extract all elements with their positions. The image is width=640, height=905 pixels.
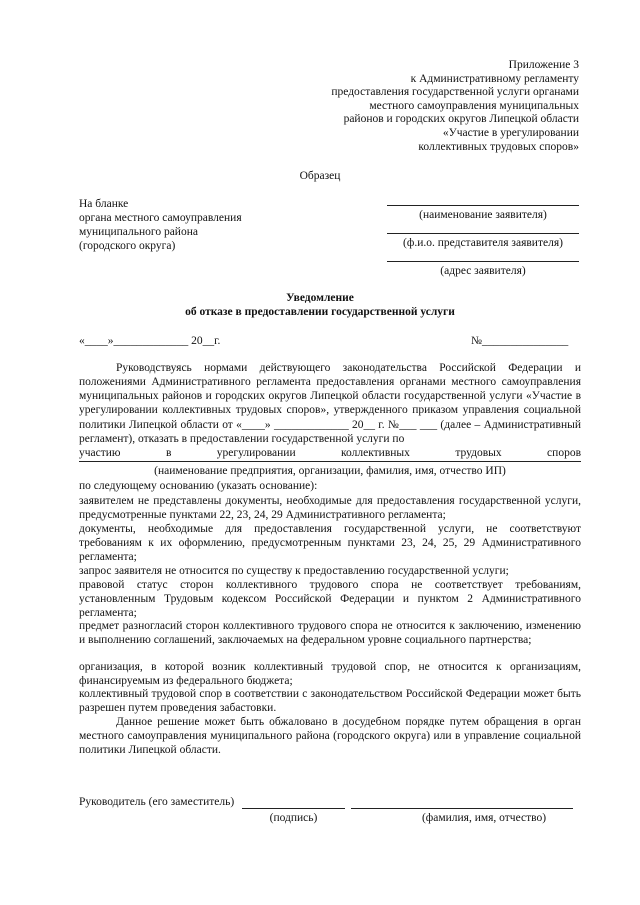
- signatory-name-line[interactable]: [351, 808, 573, 809]
- appendix-line: районов и городских округов Липецкой области: [343, 113, 579, 126]
- signature-line[interactable]: [242, 808, 345, 809]
- letterhead-line: (городского округа): [79, 240, 176, 252]
- applicant-rep-line[interactable]: [387, 233, 579, 234]
- applicant-address-caption: (адрес заявителя): [440, 265, 526, 277]
- organization-line[interactable]: [79, 461, 581, 462]
- letterhead-line: органа местного самоуправления: [79, 212, 242, 224]
- appendix-line: местного самоуправления муниципальных: [369, 99, 579, 112]
- main-paragraph: Руководствуясь нормами действующего законодательства Российской Федерации и положениями Административного регламента предоставления органами местного самоуправления муниципальных районов и городских округов Липецкой области государственной услуги «Участие в урегулировании коллективных трудовых споров», утвержденного приказом управления социальной политики Липецкой области от «____» _____________ 20__ г. №___ ___ (далее – Административный регламент), отказать в предоставлении государственной услуги по: [79, 362, 581, 445]
- ground-item: заявителем не представлены документы, необходимые для предоставления государственной услуги, предусмотренные пунктами 22, 23, 24, 29 Административного регламента;: [79, 495, 581, 522]
- appendix-header: [331, 59, 579, 154]
- appendix-line: Приложение 3: [508, 59, 579, 71]
- signatory-name-caption: (фамилия, имя, отчество): [421, 812, 547, 824]
- appendix-line: коллективных трудовых споров»: [418, 140, 579, 153]
- ground-item: коллективный трудовой спор в соответствии с законодательством Российской Федерации может быть разрешен путем проведения забастовки.: [79, 688, 581, 715]
- ground-item: документы, необходимые для предоставления государственной услуги, не соответствуют требованиям к их оформлению, предусмотренным пунктами 23, 24, 25, 29 Административного регламента;: [79, 523, 581, 564]
- main-paragraph-last-line: участию в урегулировании коллективных трудовых споров: [79, 447, 581, 459]
- appeal-paragraph: Данное решение может быть обжаловано в досудебном порядке путем обращения в орган местного самоуправления муниципального района (городского округа) или в управление социальной политики Липецкой области.: [79, 716, 581, 757]
- applicant-name-line[interactable]: [387, 205, 579, 206]
- letterhead-block: [79, 197, 242, 253]
- applicant-name-caption: (наименование заявителя): [419, 209, 547, 221]
- ground-item: организация, в которой возник коллективный трудовой спор, не относится к организациям, финансируемым из федерального бюджета;: [79, 661, 581, 688]
- signature-caption: (подпись): [269, 812, 318, 824]
- ground-item: правовой статус сторон коллективного трудового спора не соответствует требованиям, установленным Трудовым кодексом Российской Федерации и пунктом 2 Административного регламента;: [79, 579, 581, 620]
- document-title: Уведомление: [286, 292, 354, 304]
- sample-label: Образец: [299, 170, 341, 182]
- letterhead-line: муниципального района: [79, 226, 198, 238]
- letterhead-line: На бланке: [79, 198, 129, 210]
- ground-item: запрос заявителя не относится по существу к предоставлению государственной услуги;: [79, 565, 509, 577]
- applicant-address-line[interactable]: [387, 261, 579, 262]
- appendix-line: к Административному регламенту: [410, 72, 579, 85]
- document-subtitle: об отказе в предоставлении государственной услуги: [185, 306, 455, 318]
- grounds-intro: по следующему основанию (указать основание):: [79, 480, 318, 492]
- date-field[interactable]: «____»_____________ 20__г.: [79, 335, 221, 347]
- appendix-line: «Участие в урегулировании: [442, 126, 579, 139]
- number-field[interactable]: №_______________: [471, 335, 569, 347]
- organization-caption: (наименование предприятия, организации, фамилия, имя, отчество ИП): [154, 465, 506, 477]
- signature-label: Руководитель (его заместитель): [79, 796, 235, 808]
- ground-item: предмет разногласий сторон коллективного трудового спора не относится к заключению, изменению и выполнению соглашений, заключаемых на федеральном уровне социального партнерства;: [79, 620, 581, 647]
- applicant-rep-caption: (ф.и.о. представителя заявителя): [403, 237, 563, 249]
- appendix-line: предоставления государственной услуги органами: [331, 86, 579, 99]
